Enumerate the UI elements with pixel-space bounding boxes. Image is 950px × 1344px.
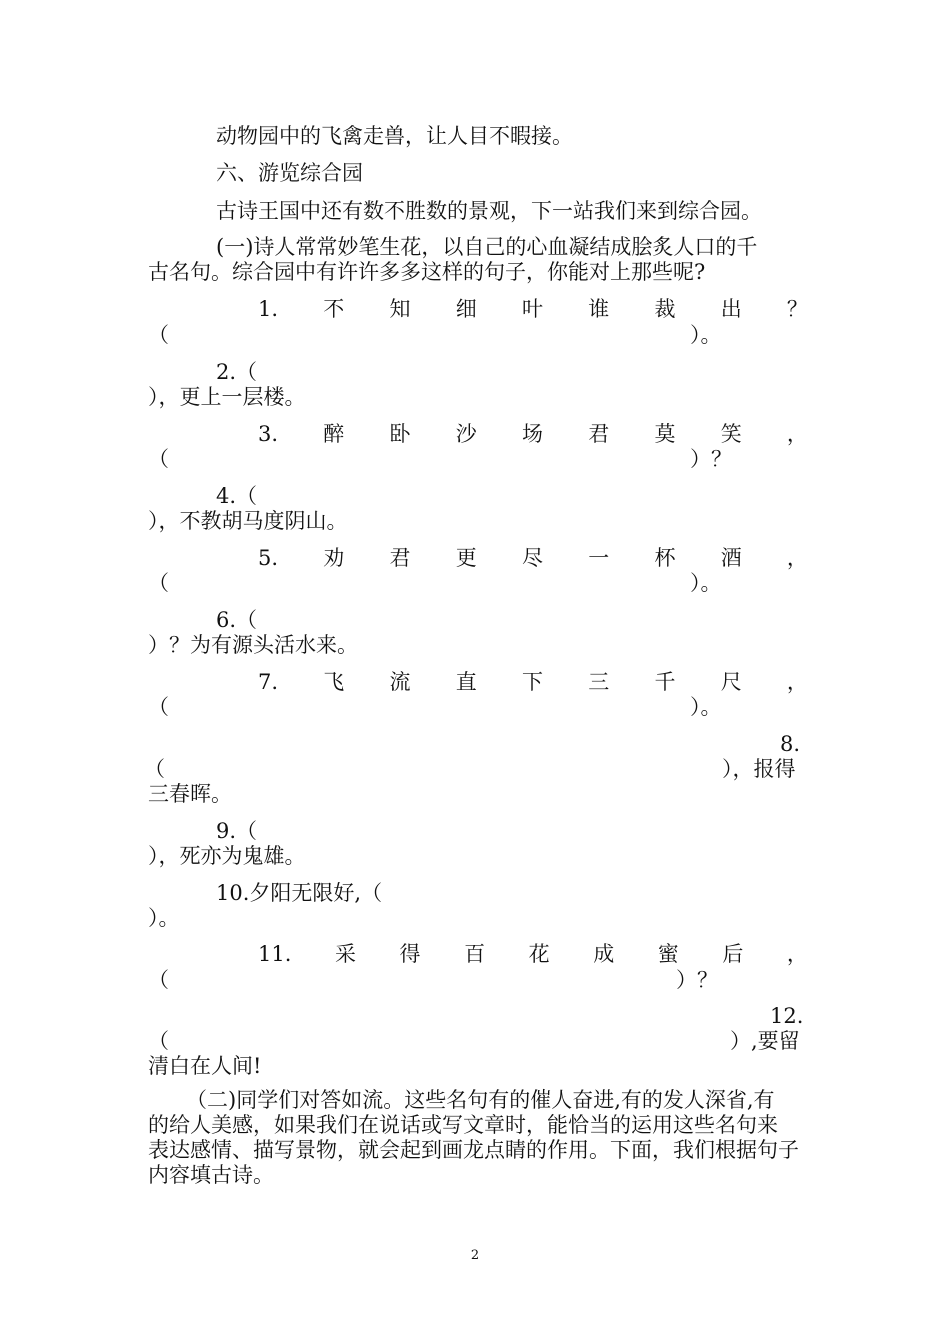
question-11-prompt <box>148 941 808 967</box>
q3-char: 君 <box>588 422 610 446</box>
question-7-open-paren: （ <box>148 695 169 719</box>
q11-char: 成 <box>593 942 615 966</box>
q3-char: 卧 <box>389 422 411 446</box>
q7-char: 飞 <box>323 670 345 694</box>
q11-char: 百 <box>464 942 486 966</box>
q5-char: 酒 <box>720 546 742 570</box>
question-12-close-paren: ）,要留 <box>730 1029 800 1053</box>
q5-char: 5. <box>258 546 279 570</box>
question-11-open-paren: （ <box>148 968 169 992</box>
question-4-line-1: 4.（ <box>216 484 258 508</box>
q3-char: 3. <box>258 422 279 446</box>
q1-char: ？ <box>786 297 808 321</box>
q3-char: ， <box>786 422 808 446</box>
q11-char: 得 <box>399 942 421 966</box>
q1-char: 1. <box>258 297 279 321</box>
question-5-prompt <box>148 545 808 571</box>
question-3-open-paren: （ <box>148 447 169 471</box>
question-9-line-1: 9.（ <box>216 819 258 843</box>
question-8-close-paren: ），报得 <box>722 757 796 781</box>
question-3-close-paren: ）？ <box>690 447 732 471</box>
q3-char: 醉 <box>323 422 345 446</box>
question-6-line-2: ）？为有源头活水来。 <box>148 633 358 657</box>
question-9-line-2: ），死亦为鬼雄。 <box>148 844 306 868</box>
question-8-open-paren: （ <box>144 757 165 781</box>
q11-char: 花 <box>528 942 550 966</box>
question-8-tail: 三春晖。 <box>148 782 232 806</box>
q1-char: 知 <box>389 297 411 321</box>
q5-char: ， <box>786 546 808 570</box>
q7-char: 尺 <box>720 670 742 694</box>
q7-char: 千 <box>654 670 676 694</box>
q1-char: 细 <box>455 297 477 321</box>
question-12-open-paren: （ <box>148 1029 169 1053</box>
question-5-close-paren: ）。 <box>690 571 722 595</box>
q7-char: 流 <box>389 670 411 694</box>
question-1-close-paren: ）。 <box>690 323 722 347</box>
q7-char: 三 <box>588 670 610 694</box>
q5-char: 更 <box>455 546 477 570</box>
q1-char: 裁 <box>654 297 676 321</box>
section-heading: 六、游览综合园 <box>216 161 363 185</box>
part-two-line-3: 表达感情、描写景物，就会起到画龙点睛的作用。下面，我们根据句子 <box>148 1138 799 1162</box>
q3-char: 沙 <box>455 422 477 446</box>
q5-char: 劝 <box>323 546 345 570</box>
question-11-close-paren: ）？ <box>676 968 718 992</box>
body-line-1: 动物园中的飞禽走兽，让人目不暇接。 <box>216 124 573 148</box>
q3-char: 场 <box>521 422 543 446</box>
question-12-number: 12. <box>770 1004 804 1028</box>
question-10-line-2: ）。 <box>148 906 180 930</box>
q5-char: 杯 <box>654 546 676 570</box>
q1-char: 叶 <box>521 297 543 321</box>
question-7-prompt <box>148 669 808 695</box>
q1-char: 出 <box>720 297 742 321</box>
q7-char: 下 <box>521 670 543 694</box>
question-4-line-2: ），不教胡马度阴山。 <box>148 509 348 533</box>
q11-char: 蜜 <box>657 942 679 966</box>
q5-char: 君 <box>389 546 411 570</box>
q11-char: 采 <box>334 942 356 966</box>
q5-char: 一 <box>588 546 610 570</box>
q7-char: 直 <box>455 670 477 694</box>
q3-char: 莫 <box>654 422 676 446</box>
body-line-2: 古诗王国中还有数不胜数的景观，下一站我们来到综合园。 <box>216 199 762 223</box>
part-one-line-2: 古名句。综合园中有许许多多这样的句子，你能对上那些呢? <box>148 260 706 284</box>
part-two-line-1: （二)同学们对答如流。这些名句有的催人奋进,有的发人深省,有 <box>186 1088 775 1112</box>
question-1-prompt <box>148 296 808 322</box>
q3-char: 笑 <box>720 422 742 446</box>
question-6-line-1: 6.（ <box>216 608 258 632</box>
question-2-line-1: 2.（ <box>216 360 258 384</box>
q1-char: 谁 <box>588 297 610 321</box>
q11-char: 11. <box>258 942 292 966</box>
q7-char: 7. <box>258 670 279 694</box>
q7-char: ， <box>786 670 808 694</box>
question-10-line-1: 10.夕阳无限好,（ <box>216 881 383 905</box>
part-two-line-4: 内容填古诗。 <box>148 1163 274 1187</box>
question-12-tail: 清白在人间! <box>148 1054 262 1078</box>
page-number: 2 <box>470 1248 480 1263</box>
question-3-prompt <box>148 421 808 447</box>
q1-char: 不 <box>323 297 345 321</box>
q11-char: ， <box>786 942 808 966</box>
q11-char: 后 <box>722 942 744 966</box>
question-2-line-2: ），更上一层楼。 <box>148 385 306 409</box>
question-5-open-paren: （ <box>148 571 169 595</box>
part-one-line-1: (一)诗人常常妙笔生花，以自己的心血凝结成脍炙人口的千 <box>216 235 758 259</box>
question-7-close-paren: ）。 <box>690 695 722 719</box>
question-8-number: 8. <box>780 732 801 756</box>
q5-char: 尽 <box>521 546 543 570</box>
question-1-open-paren: （ <box>148 323 169 347</box>
part-two-line-2: 的给人美感，如果我们在说话或写文章时，能恰当的运用这些名句来 <box>148 1113 778 1137</box>
